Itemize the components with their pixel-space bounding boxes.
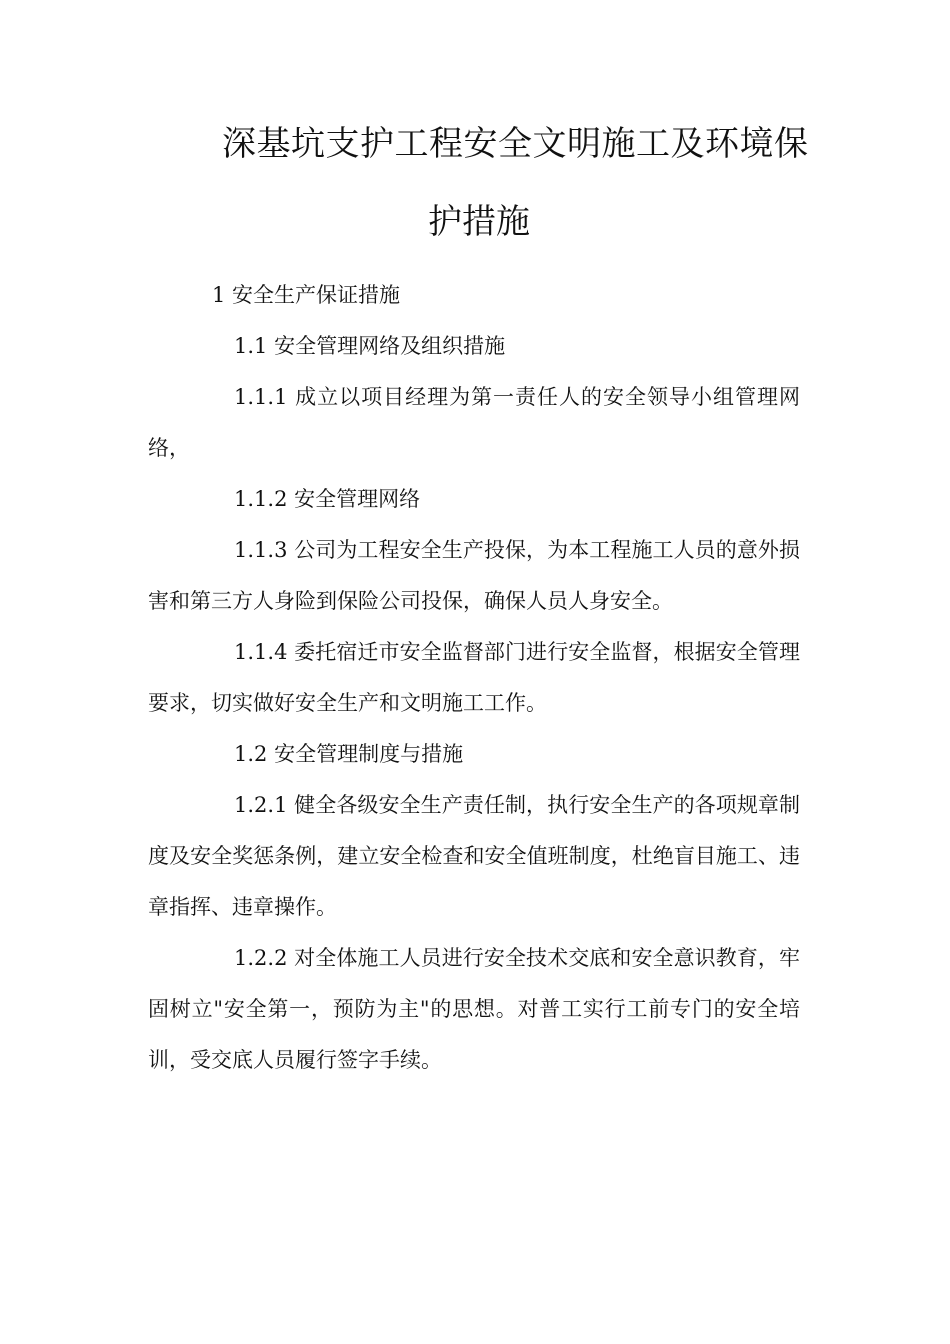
subsection-item: 1.1.2 安全管理网络 bbox=[234, 487, 421, 511]
document-title-line-2: 护措施 bbox=[428, 202, 530, 242]
subsection-heading: 1.2 安全管理制度与措施 bbox=[234, 742, 464, 766]
body-paragraph: 1.1.3 公司为工程安全生产投保，为本工程施工人员的意外损害和第三方人身险到保险公司投保，确保人员人身安全。 bbox=[148, 538, 800, 613]
section-heading: 1 安全生产保证措施 bbox=[212, 283, 401, 307]
body-paragraph: 1.1.1 成立以项目经理为第一责任人的安全领导小组管理网络， bbox=[148, 385, 800, 460]
body-paragraph: 1.2.2 对全体施工人员进行安全技术交底和安全意识教育，牢固树立"安全第一，预防为主"的思想。对普工实行工前专门的安全培训，受交底人员履行签字手续。 bbox=[148, 946, 800, 1072]
body-paragraph: 1.2.1 健全各级安全生产责任制，执行安全生产的各项规章制度及安全奖惩条例，建立安全检查和安全值班制度，杜绝盲目施工、违章指挥、违章操作。 bbox=[148, 793, 800, 919]
subsection-heading: 1.1 安全管理网络及组织措施 bbox=[234, 334, 506, 358]
document-body bbox=[148, 270, 800, 1086]
body-paragraph: 1.1.4 委托宿迁市安全监督部门进行安全监督，根据安全管理要求，切实做好安全生产和文明施工工作。 bbox=[148, 640, 800, 715]
document-title-line-1: 深基坑支护工程安全文明施工及环境保 bbox=[222, 124, 809, 164]
